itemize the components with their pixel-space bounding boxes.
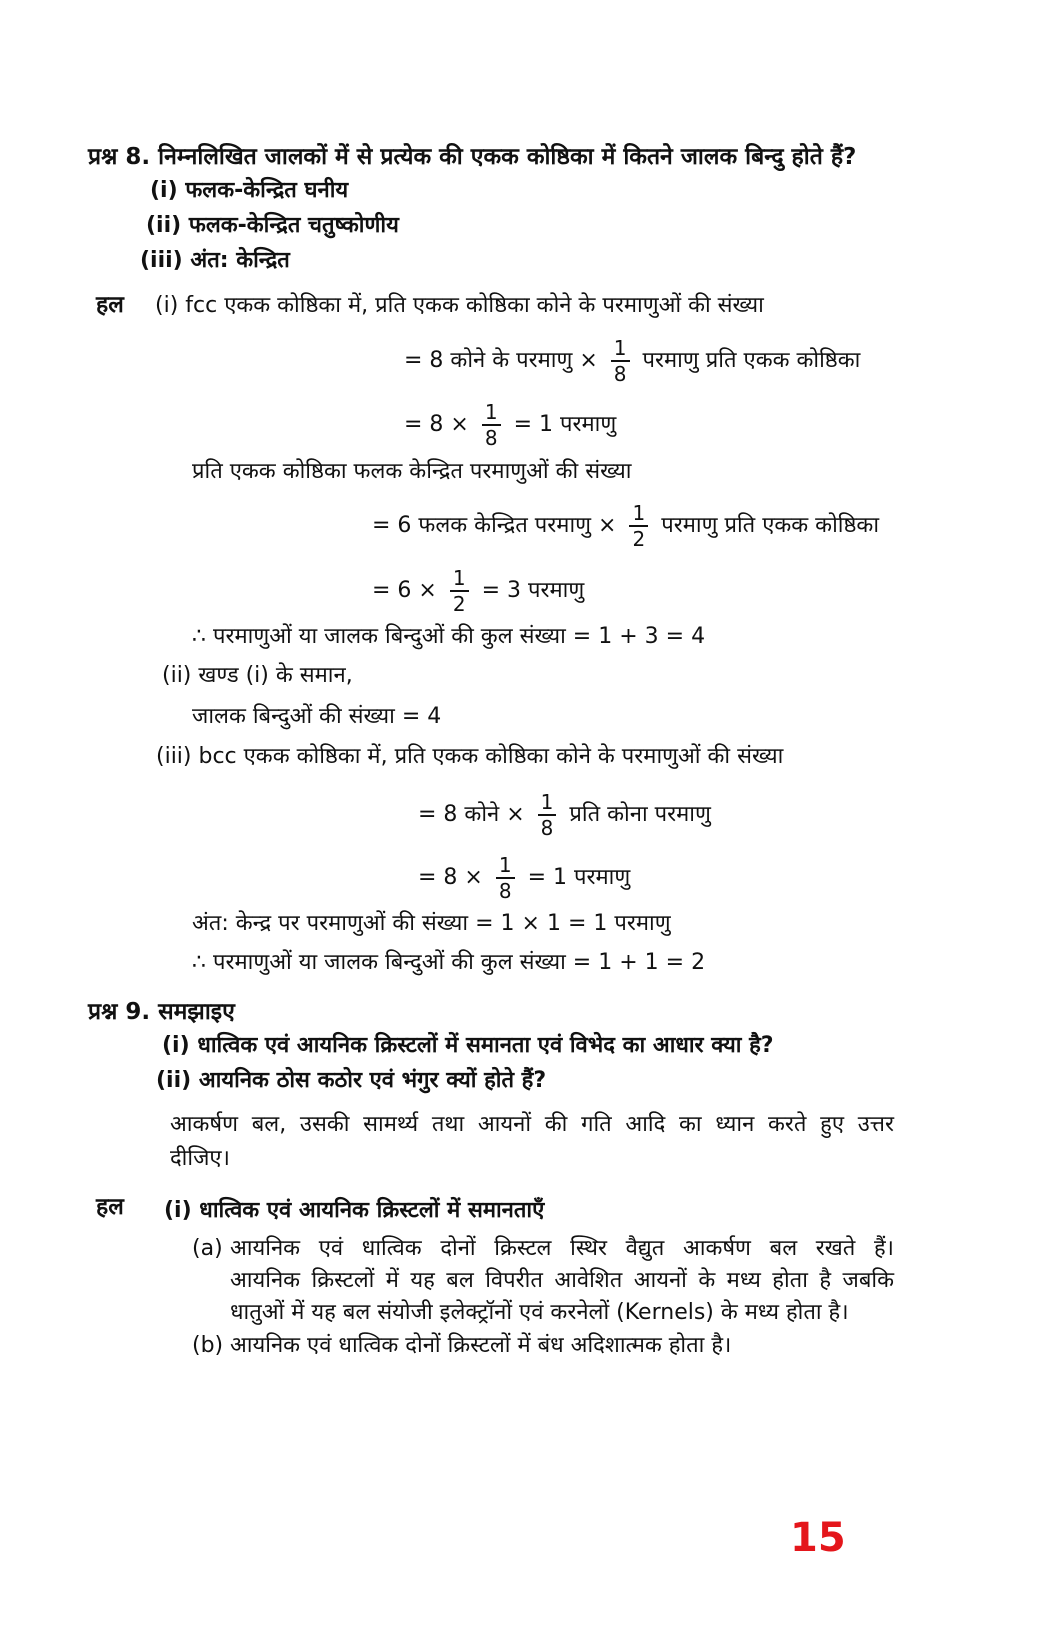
solution-9-a-marker: (a) (192, 1236, 223, 1261)
question-8-number: प्रश्न 8. (88, 144, 151, 170)
solution-9-a-line-3: धातुओं में यह बल संयोजी इलेक्ट्रॉनों एवं करनेलों (Kernels) के मध्य होता है। (230, 1300, 849, 1325)
solution-9-a-line-1: आयनिक एवं धात्विक दोनों क्रिस्टल स्थिर वैद्युत आकर्षण बल रखते हैं। (230, 1236, 894, 1261)
solution-9-label: हल (96, 1194, 124, 1220)
fraction-one-eighth: $\frac{1}{8}$ (496, 853, 515, 903)
solution-8-line-total-bcc: ∴ परमाणुओं या जालक बिन्दुओं की कुल संख्या = 1 + 1 = 2 (192, 950, 706, 975)
solution-9-b-line-1: आयनिक एवं धात्विक दोनों क्रिस्टलों में बंध अदिशात्मक होता है। (230, 1333, 732, 1358)
question-9-option-2: (ii) आयनिक ठोस कठोर एवं भंगुर क्यों होते हैं? (156, 1068, 547, 1093)
solution-8-label: हल (96, 292, 124, 318)
question-9-hint-line-1: आकर्षण बल, उसकी सामर्थ्य तथा आयनों की गति आदि का ध्यान करते हुए उत्तर (170, 1112, 894, 1137)
question-9-option-1: (i) धात्विक एवं आयनिक क्रिस्टलों में समानता एवं विभेद का आधार क्या है? (162, 1033, 774, 1058)
fraction-one-eighth: $\frac{1}{8}$ (538, 790, 557, 840)
fraction-one-half: $\frac{1}{2}$ (629, 501, 648, 551)
solution-8-line-corner-atoms: = 8 कोने के परमाणु × $\frac{1}{8}$ परमाणु प्रति एकक कोष्ठिका (404, 336, 861, 386)
solution-9-a-line-2: आयनिक क्रिस्टलों में यह बल विपरीत आवेशित आयनों के मध्य होता है जबकि (230, 1268, 894, 1293)
solution-8-line-body-centre: अंत: केन्द्र पर परमाणुओं की संख्या = 1 × 1 = 1 परमाणु (192, 911, 671, 936)
solution-8-line-bcc-corner: = 8 कोने × $\frac{1}{8}$ प्रति कोना परमाणु (418, 790, 711, 840)
question-8-option-2: (ii) फलक-केन्द्रित चतुष्कोणीय (146, 213, 399, 238)
fraction-one-eighth: $\frac{1}{8}$ (611, 336, 630, 386)
question-8-option-3: (iii) अंत: केन्द्रित (140, 248, 290, 273)
question-8-option-1: (i) फलक-केन्द्रित घनीय (150, 178, 349, 203)
question-9-text: समझाइए (158, 999, 235, 1025)
solution-8-line-part-ii: (ii) खण्ड (i) के समान, (162, 663, 353, 688)
solution-8-line-bcc-intro: (iii) bcc एकक कोष्ठिका में, प्रति एकक कोष्ठिका कोने के परमाणुओं की संख्या (156, 744, 784, 769)
question-8-text: निम्नलिखित जालकों में से प्रत्येक की एकक कोष्ठिका में कितने जालक बिन्दु होते हैं? (158, 144, 857, 170)
solution-8-line-face-atoms: = 6 फलक केन्द्रित परमाणु × $\frac{1}{2}$ परमाणु प्रति एकक कोष्ठिका (372, 501, 880, 551)
solution-8-line-face-intro: प्रति एकक कोष्ठिका फलक केन्द्रित परमाणुओं की संख्या (192, 459, 632, 484)
solution-8-line-bcc-corner-result: = 8 × $\frac{1}{8}$ = 1 परमाणु (418, 853, 631, 903)
question-8 (88, 142, 856, 172)
fraction-one-eighth: $\frac{1}{8}$ (482, 400, 501, 450)
solution-8-line-corner-result: = 8 × $\frac{1}{8}$ = 1 परमाणु (404, 400, 617, 450)
solution-8-line-part-ii-result: जालक बिन्दुओं की संख्या = 4 (192, 704, 442, 729)
solution-8-line-total-fcc: ∴ परमाणुओं या जालक बिन्दुओं की कुल संख्या = 1 + 3 = 4 (192, 624, 706, 649)
fraction-one-half: $\frac{1}{2}$ (450, 566, 469, 616)
solution-9-b-marker: (b) (192, 1333, 224, 1358)
solution-8-line-fcc-intro: (i) fcc एकक कोष्ठिका में, प्रति एकक कोष्ठिका कोने के परमाणुओं की संख्या (155, 293, 764, 318)
solution-8-line-face-result: = 6 × $\frac{1}{2}$ = 3 परमाणु (372, 566, 585, 616)
question-9 (88, 997, 235, 1027)
question-9-number: प्रश्न 9. (88, 999, 151, 1025)
page-number: 15 (790, 1515, 846, 1561)
question-9-hint-line-2: दीजिए। (170, 1146, 230, 1171)
solution-9-title: (i) धात्विक एवं आयनिक क्रिस्टलों में समानताएँ (164, 1198, 545, 1223)
